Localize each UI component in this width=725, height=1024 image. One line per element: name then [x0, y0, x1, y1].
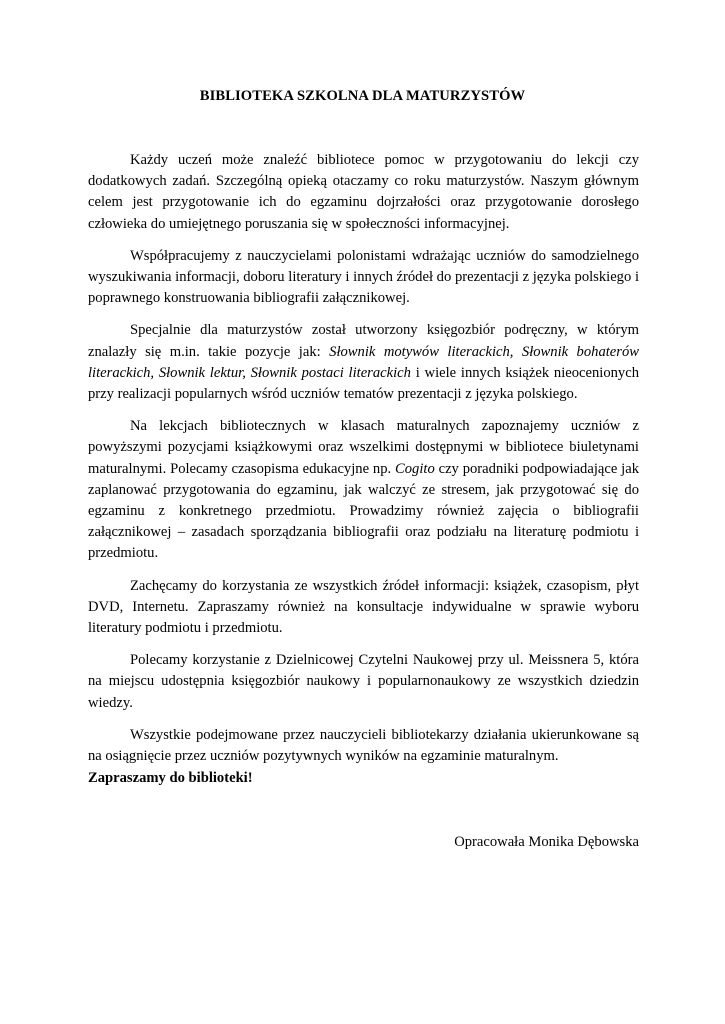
invitation-line: Zapraszamy do biblioteki! [88, 770, 253, 786]
paragraph-7: Wszystkie podejmowane przez nauczycieli bibliotekarzy działania ukierunkowane są na osiągnięcie przez uczniów pozytywnych wyników na egzaminie maturalnym. [88, 726, 639, 765]
paragraph-6: Polecamy korzystanie z Dzielnicowej Czytelni Naukowej przy ul. Meissnera 5, która na miejscu udostępnia księgozbiór naukowy i popularnonaukowy ze wszystkich dziedzin wiedzy. [88, 652, 639, 711]
paragraph-4-text-b: czy poradniki podpowiadające jak zaplanować przygotowania do egzaminu, jak walczyć ze stresem, jak przygotować się do egzaminu z konkretnego przedmiotu. Prowadzimy również zajęcia o bibliografii załącznikowej – zasadach sporządzania bibliografii oraz podziału na literaturę podmiotu i przedmiotu. [88, 460, 639, 562]
paragraph-3-text-a: Specjalnie dla maturzystów został utworzony księgozbiór podręczny, w którym znalazły się m.in. takie pozycje jak: [88, 322, 639, 360]
paragraph-3 [88, 320, 639, 405]
document-body [88, 150, 639, 778]
paragraph-5: Zachęcamy do korzystania ze wszystkich źródeł informacji: książek, czasopism, płyt DVD, Internetu. Zapraszamy również na konsultacje indywidualne w sprawie wyboru literatury podmiotu i przedmiotu. [88, 577, 639, 637]
document-title: BIBLIOTEKA SZKOLNA DLA MATURZYSTÓW [199, 88, 526, 104]
paragraph-2: Współpracujemy z nauczycielami polonistami wdrażając uczniów do samodzielnego wyszukiwania informacji, doboru literatury i innych źródeł do prezentacji z języka polskiego i poprawnego konstruowania bibliografii załącznikowej. [88, 247, 639, 307]
paragraph-1: Każdy uczeń może znaleźć bibliotece pomoc w przygotowaniu do lekcji czy dodatkowych zadań. Szczególną opieką otaczamy co roku maturzystów. Naszym głównym celem jest przygotowanie ich do egzaminu dojrzałości oraz przygotowanie dorosłego człowieka do umiejętnego poruszania się w społeczności informacyjnej. [88, 152, 639, 232]
author-signature: Opracowała Monika Dębowska [454, 834, 639, 850]
paragraph-3-italic-titles: Słownik motywów literackich, Słownik bohaterów literackich, Słownik lektur, Słownik postaci literackich [88, 343, 639, 381]
paragraph-4-italic-cogito: Cogito [395, 460, 435, 477]
paragraph-4-text-a: Na lekcjach bibliotecznych w klasach maturalnych zapoznajemy uczniów z powyższymi pozycjami książkowymi oraz wszelkimi dostępnymi w bibliotece biuletynami maturalnymi. Polecamy czasopisma edukacyjne np. [88, 418, 639, 477]
paragraph-4 [88, 416, 639, 564]
paragraph-3-text-b: i wiele innych książek nieocenionych przy realizacji popularnych wśród uczniów tematów prezentacji z języka polskiego. [88, 364, 639, 403]
